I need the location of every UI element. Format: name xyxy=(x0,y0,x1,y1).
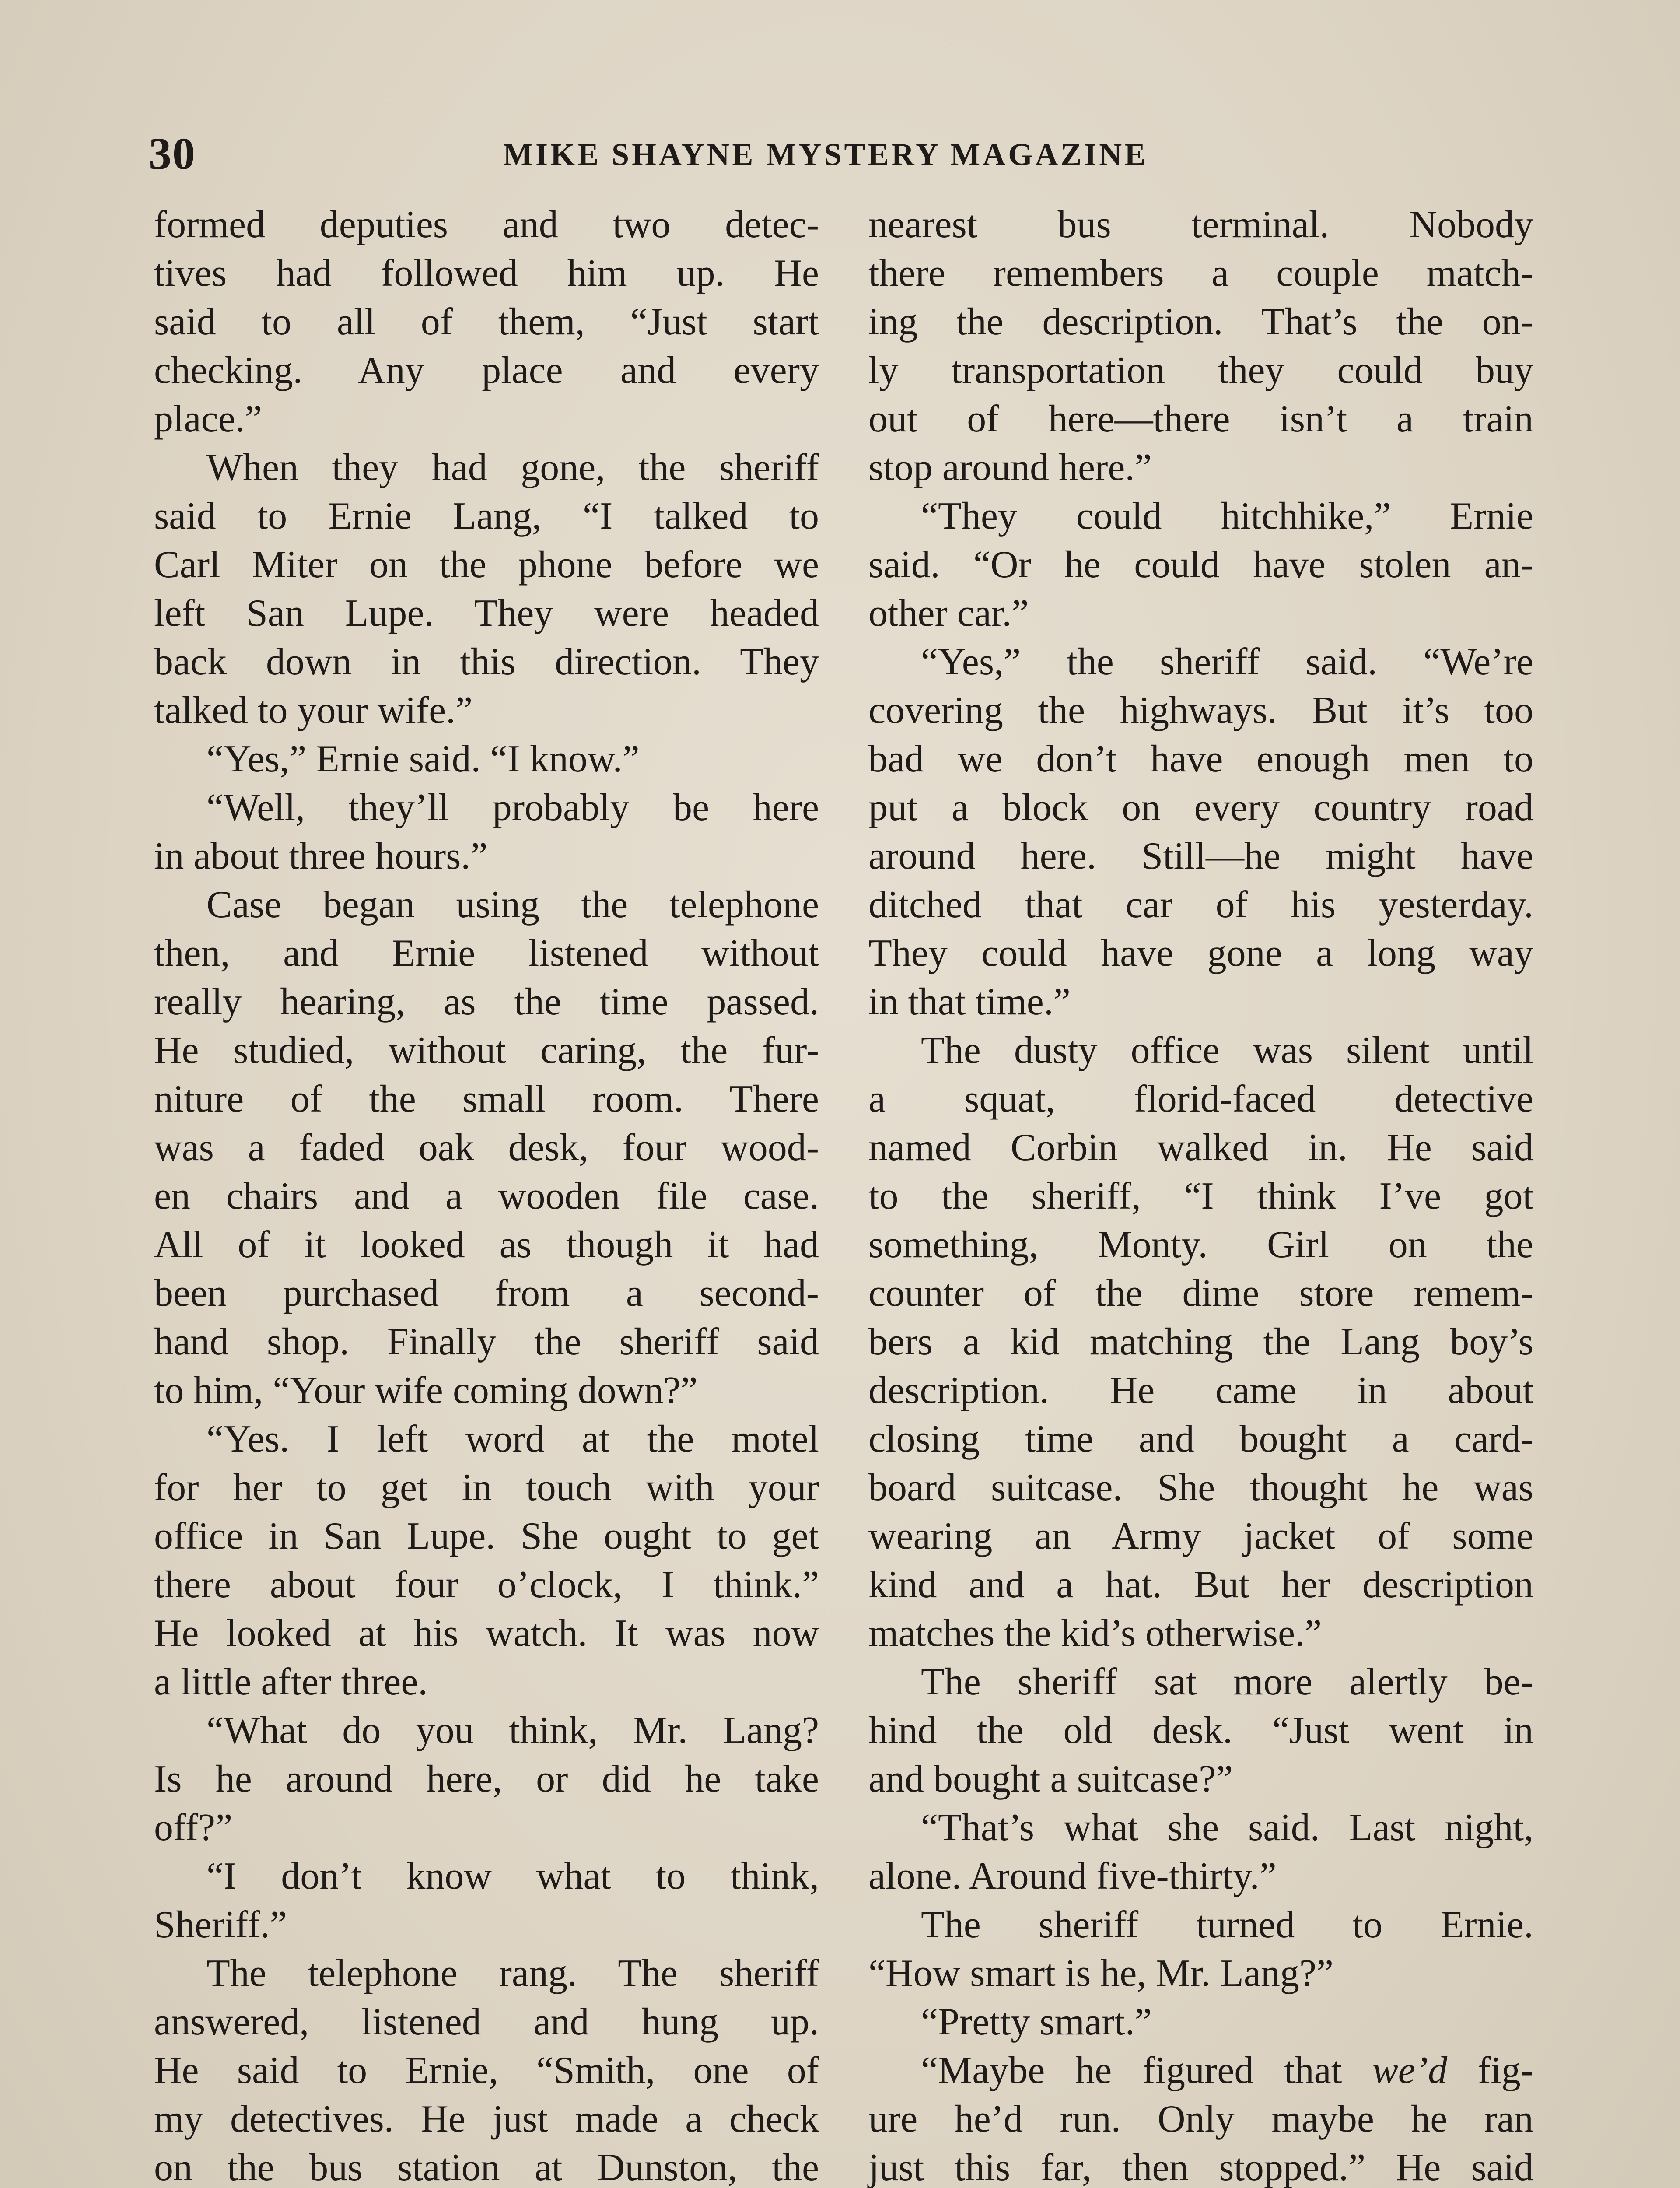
text-line: The sheriff sat more alertly be- xyxy=(921,1661,1533,1703)
text-line: When they had gone, the sheriff xyxy=(206,446,819,489)
text-line: nearest bus terminal. Nobody xyxy=(868,203,1533,246)
text-line: hand shop. Finally the sheriff said xyxy=(154,1321,819,1363)
text-line: “Yes,” the sheriff said. “We’re xyxy=(921,641,1533,683)
text-line: en chairs and a wooden file case. xyxy=(154,1175,819,1217)
text-line: “They could hitchhike,” Ernie xyxy=(921,495,1533,537)
text-line: just this far, then stopped.” He said xyxy=(868,2146,1533,2188)
text-line: for her to get in touch with your xyxy=(154,1466,819,1509)
text-line: covering the highways. But it’s too xyxy=(868,689,1533,732)
text-line: “Yes. I left word at the motel xyxy=(206,1418,819,1460)
text-line: checking. Any place and every xyxy=(154,349,819,392)
text-line: closing time and bought a card- xyxy=(868,1418,1533,1460)
text-line: The dusty office was silent until xyxy=(921,1029,1533,1072)
text-line: was a faded oak desk, four wood- xyxy=(154,1126,819,1169)
text-line: “Maybe he figured that we’d fig- xyxy=(921,2049,1533,2092)
page-number: 30 xyxy=(149,129,196,179)
text-line: put a block on every country road xyxy=(868,786,1533,829)
text-line: tives had followed him up. He xyxy=(154,252,819,295)
text-line: He looked at his watch. It was now xyxy=(154,1612,819,1655)
text-line: alone. Around five-thirty.” xyxy=(868,1855,1277,1897)
text-line: named Corbin walked in. He said xyxy=(868,1126,1533,1169)
text-line: my detectives. He just made a check xyxy=(154,2098,819,2140)
text-line: “Well, they’ll probably be here xyxy=(206,786,819,829)
text-line: “What do you think, Mr. Lang? xyxy=(206,1709,819,1752)
text-column-left xyxy=(154,200,819,2188)
text-line: The telephone rang. The sheriff xyxy=(206,1952,819,1995)
text-column-right xyxy=(868,200,1533,2188)
text-line: matches the kid’s otherwise.” xyxy=(868,1612,1322,1655)
text-line: off?” xyxy=(154,1806,233,1849)
text-line: ure he’d run. Only maybe he ran xyxy=(868,2098,1533,2140)
text-line: to him, “Your wife coming down?” xyxy=(154,1369,698,1412)
running-title: MIKE SHAYNE MYSTERY MAGAZINE xyxy=(503,137,1148,172)
text-line: All of it looked as though it had xyxy=(154,1224,819,1266)
text-line: “Yes,” Ernie said. “I know.” xyxy=(206,738,640,780)
text-line: back down in this direction. They xyxy=(154,641,819,683)
text-line: to the sheriff, “I think I’ve got xyxy=(868,1175,1533,1217)
text-line: The sheriff turned to Ernie. xyxy=(921,1904,1533,1946)
text-line: “I don’t know what to think, xyxy=(206,1855,819,1897)
text-line: really hearing, as the time passed. xyxy=(154,981,819,1023)
text-line: niture of the small room. There xyxy=(154,1078,819,1120)
text-line: place.” xyxy=(154,398,262,440)
text-line: bad we don’t have enough men to xyxy=(868,738,1533,780)
text-line: something, Monty. Girl on the xyxy=(868,1224,1533,1266)
text-line: in that time.” xyxy=(868,981,1071,1023)
text-line: bers a kid matching the Lang boy’s xyxy=(868,1321,1533,1363)
text-line: counter of the dime store remem- xyxy=(868,1272,1533,1315)
text-line: He said to Ernie, “Smith, one of xyxy=(154,2049,819,2092)
text-line: a little after three. xyxy=(154,1661,428,1703)
text-line: out of here—there isn’t a train xyxy=(868,398,1533,440)
text-line: “That’s what she said. Last night, xyxy=(921,1806,1533,1849)
text-line: on the bus station at Dunston, the xyxy=(154,2146,819,2188)
text-line: and bought a suitcase?” xyxy=(868,1758,1233,1800)
text-line: talked to your wife.” xyxy=(154,689,473,732)
text-line: They could have gone a long way xyxy=(868,932,1533,975)
text-line: wearing an Army jacket of some xyxy=(868,1515,1533,1557)
text-line: He studied, without caring, the fur- xyxy=(154,1029,819,1072)
text-line: “Pretty smart.” xyxy=(921,2001,1152,2043)
text-line: ing the description. That’s the on- xyxy=(868,301,1533,343)
text-line: Sheriff.” xyxy=(154,1904,287,1946)
text-line: “How smart is he, Mr. Lang?” xyxy=(868,1952,1334,1995)
text-line: answered, listened and hung up. xyxy=(154,2001,819,2043)
text-line: a squat, florid-faced detective xyxy=(868,1078,1533,1120)
text-line: said. “Or he could have stolen an- xyxy=(868,543,1533,586)
text-line: ly transportation they could buy xyxy=(868,349,1533,392)
text-line: there remembers a couple match- xyxy=(868,252,1533,295)
text-line: Carl Miter on the phone before we xyxy=(154,543,819,586)
text-line: stop around here.” xyxy=(868,446,1152,489)
text-line: kind and a hat. But her description xyxy=(868,1564,1533,1606)
text-line: there about four o’clock, I think.” xyxy=(154,1564,819,1606)
text-line: other car.” xyxy=(868,592,1029,635)
text-line: Is he around here, or did he take xyxy=(154,1758,819,1800)
text-line: said to Ernie Lang, “I talked to xyxy=(154,495,819,537)
text-line: description. He came in about xyxy=(868,1369,1533,1412)
text-line: been purchased from a second- xyxy=(154,1272,819,1315)
text-line: then, and Ernie listened without xyxy=(154,932,819,975)
text-line: in about three hours.” xyxy=(154,835,488,877)
text-line: left San Lupe. They were headed xyxy=(154,592,819,635)
text-line: around here. Still—he might have xyxy=(868,835,1533,877)
text-line: office in San Lupe. She ought to get xyxy=(154,1515,819,1557)
text-line: said to all of them, “Just start xyxy=(154,301,819,343)
text-line: formed deputies and two detec- xyxy=(154,203,819,246)
text-line: board suitcase. She thought he was xyxy=(868,1466,1533,1509)
text-line: hind the old desk. “Just went in xyxy=(868,1709,1533,1752)
text-line: Case began using the telephone xyxy=(206,884,819,926)
text-line: ditched that car of his yesterday. xyxy=(868,884,1533,926)
